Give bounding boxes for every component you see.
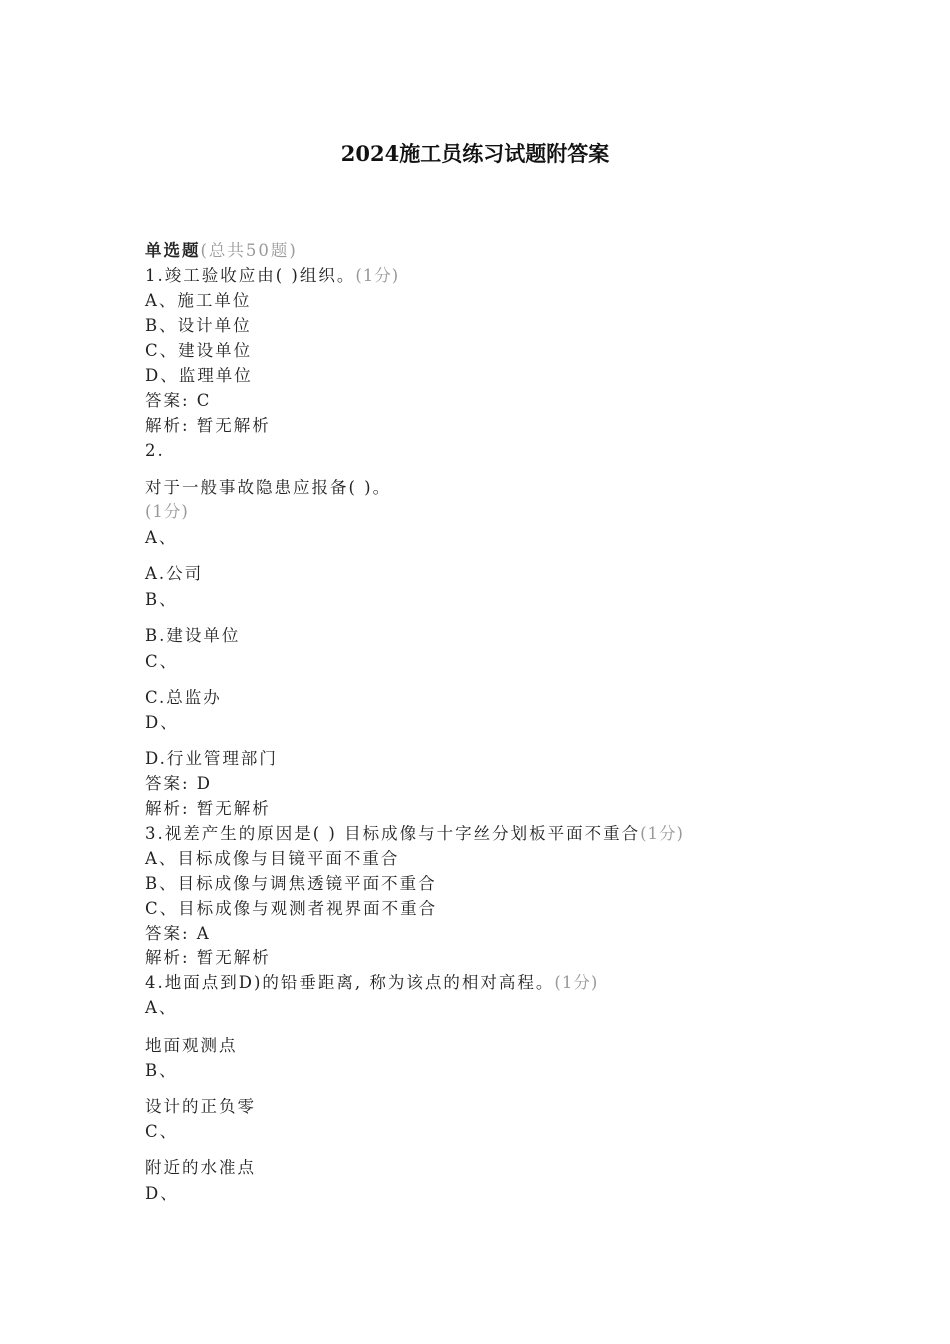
option-line: 地面观测点	[145, 1036, 238, 1055]
option-line: A、目标成像与目镜平面不重合	[145, 849, 400, 868]
option-line: D、	[145, 1184, 179, 1203]
option-line: C、	[145, 1122, 179, 1141]
question-4	[145, 973, 598, 993]
explanation-line: 解析: 暂无解析	[145, 416, 271, 435]
option-line: C、目标成像与观测者视界面不重合	[145, 899, 438, 918]
question-1-score: (1分)	[355, 266, 400, 285]
question-1-text: 1.竣工验收应由( )组织。	[145, 266, 356, 285]
option-line: B、	[145, 1061, 178, 1080]
question-3-score: (1分)	[640, 824, 684, 843]
option-line: A、	[145, 998, 178, 1017]
option-line: B、	[145, 590, 178, 609]
question-4-score: (1分)	[554, 973, 599, 992]
option-line: C、建设单位	[145, 341, 253, 360]
question-3-text: 3.视差产生的原因是( ) 目标成像与十字丝分划板平面不重合	[145, 824, 641, 843]
option-line: D、监理单位	[145, 366, 253, 385]
option-line: B、设计单位	[145, 316, 252, 335]
option-line: D.行业管理部门	[145, 749, 278, 768]
question-2-number: 2.	[145, 441, 165, 460]
question-3	[145, 824, 684, 844]
explanation-line: 解析: 暂无解析	[145, 799, 271, 818]
explanation-line: 解析: 暂无解析	[145, 948, 271, 967]
option-line: B.建设单位	[145, 626, 241, 645]
option-line: D、	[145, 713, 179, 732]
option-line: 设计的正负零	[145, 1097, 256, 1116]
option-line: A、	[145, 528, 178, 547]
section-heading	[145, 241, 298, 261]
option-line: B、目标成像与调焦透镜平面不重合	[145, 874, 437, 893]
question-2-text: 对于一般事故隐患应报备( )。	[145, 478, 392, 497]
option-line: 附近的水准点	[145, 1158, 256, 1177]
option-line: A、施工单位	[145, 291, 252, 310]
answer-line: 答案: D	[145, 774, 213, 793]
section-label: 单选题	[145, 241, 201, 260]
option-line: C、	[145, 652, 179, 671]
option-line: A.公司	[145, 564, 204, 583]
question-2-score-text: (1分)	[145, 502, 189, 521]
question-4-text: 4.地面点到D)的铅垂距离, 称为该点的相对高程。	[145, 973, 555, 992]
question-1	[145, 266, 399, 286]
answer-line: 答案: A	[145, 924, 211, 943]
answer-line: 答案: C	[145, 391, 212, 410]
question-2-score	[145, 502, 189, 522]
section-count-note: (总共50题)	[200, 241, 298, 260]
document-title: 2024施工员练习试题附答案	[340, 141, 610, 166]
option-line: C.总监办	[145, 688, 222, 707]
